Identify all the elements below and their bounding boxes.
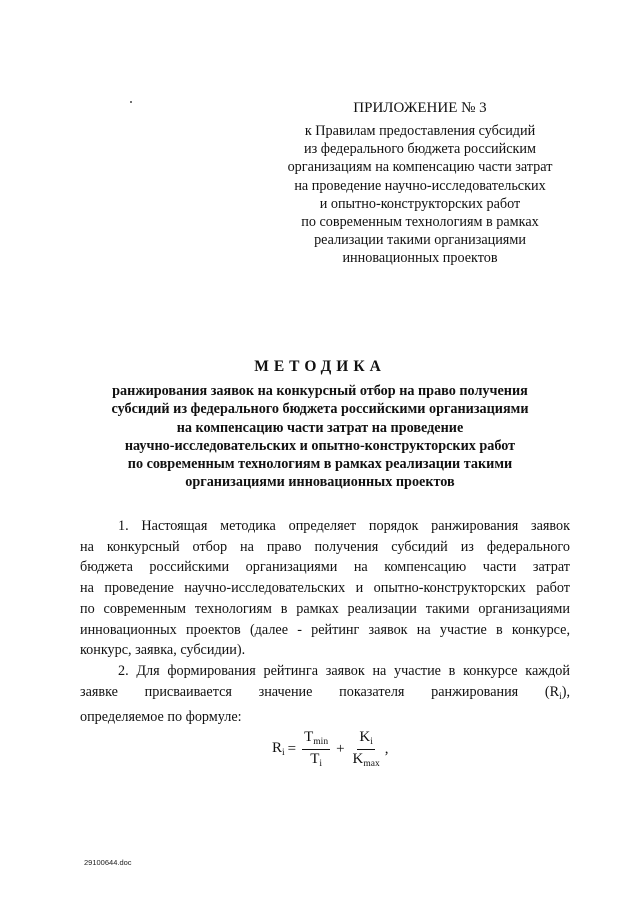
- formula-lhs-sub: i: [282, 747, 285, 758]
- subtitle-line: научно-исследовательских и опытно-конструкторских работ: [124, 437, 516, 454]
- paragraph-1-line: по современным технологиям в рамках реализации такими организациями: [80, 600, 570, 617]
- appendix-line: к Правилам предоставления субсидий: [304, 123, 536, 139]
- paragraph-2-line: определяемое по формуле:: [80, 709, 242, 726]
- subtitle-line: ранжирования заявок на конкурсный отбор на право получения: [112, 383, 528, 399]
- fraction-t-denominator: [308, 750, 324, 770]
- formula-equals: =: [287, 741, 297, 757]
- paragraph-1-line: 1. Настоящая методика определяет порядок ранжирования заявок: [118, 518, 570, 534]
- body-text: [80, 516, 570, 728]
- paragraph-2-line: [80, 682, 570, 708]
- t-i-sub: i: [319, 758, 322, 769]
- subtitle-line: организациями инновационных проектов: [185, 474, 455, 491]
- k-max-symbol: K: [352, 750, 364, 767]
- paragraph-1-line: инновационных проектов (далее - рейтинг заявок на участие в конкурсе,: [80, 621, 570, 638]
- formula-lhs: [272, 741, 285, 759]
- fraction-k-numerator: [357, 730, 374, 750]
- t-i-symbol: T: [310, 750, 320, 767]
- paragraph-1-line: на конкурсный отбор на право получения субсидий из федерального: [80, 538, 570, 555]
- appendix-line: из федерального бюджета российским: [304, 141, 536, 158]
- k-max-sub: max: [363, 758, 380, 769]
- t-min-sub: min: [313, 737, 329, 747]
- paragraph-1-line: бюджета российскими организациями на компенсацию части затрат: [80, 559, 570, 576]
- subtitle-line: по современным технологиям в рамках реализации такими: [127, 456, 513, 473]
- formula-plus: +: [336, 741, 345, 757]
- ranking-symbol-end: ),: [561, 683, 570, 700]
- ranking-formula: [272, 730, 389, 769]
- appendix-line: на проведение научно-исследовательских: [294, 177, 546, 194]
- ranking-symbol-sub: i: [559, 691, 562, 702]
- formula-fraction-k: [351, 730, 382, 769]
- fraction-t-numerator: [302, 730, 330, 750]
- appendix-caption: [240, 122, 600, 268]
- formula-comma: ,: [384, 741, 389, 757]
- appendix-title: ПРИЛОЖЕНИЕ № 3: [353, 100, 487, 116]
- scan-speck: [130, 101, 132, 103]
- paragraph-2-text: заявке присваивается значение показателя ранжирования: [80, 683, 519, 700]
- ranking-symbol: [545, 684, 570, 700]
- paragraph-1-line: на проведение научно-исследовательских и опытно-конструкторских работ: [80, 580, 570, 597]
- appendix-line: реализации такими организациями: [314, 232, 526, 249]
- t-min-symbol: T: [304, 729, 314, 745]
- k-i-sub: i: [370, 737, 373, 747]
- k-i-symbol: K: [359, 729, 371, 745]
- method-title: МЕТОДИКА: [254, 358, 386, 375]
- appendix-line: организациям на компенсацию части затрат: [287, 159, 553, 176]
- subtitle-line: на компенсацию части затрат на проведение: [176, 419, 464, 436]
- formula-lhs-symbol: R: [272, 739, 283, 756]
- appendix-line: инновационных проектов: [342, 250, 498, 267]
- subtitle-line: субсидий из федерального бюджета российскими организациями: [111, 401, 529, 418]
- paragraph-1-line: конкурс, заявка, субсидии).: [80, 642, 246, 659]
- paragraph-2-line: 2. Для формирования рейтинга заявок на участие в конкурсе каждой: [118, 662, 570, 679]
- method-subtitle: [60, 382, 580, 492]
- appendix-line: и опытно-конструкторских работ: [319, 195, 521, 212]
- fraction-k-denominator: [351, 750, 382, 770]
- appendix-line: по современным технологиям в рамках: [301, 214, 539, 231]
- footer-filename: 29100644.doc: [84, 858, 132, 867]
- formula-fraction-t: [302, 730, 330, 769]
- ranking-symbol-main: (R: [544, 683, 560, 700]
